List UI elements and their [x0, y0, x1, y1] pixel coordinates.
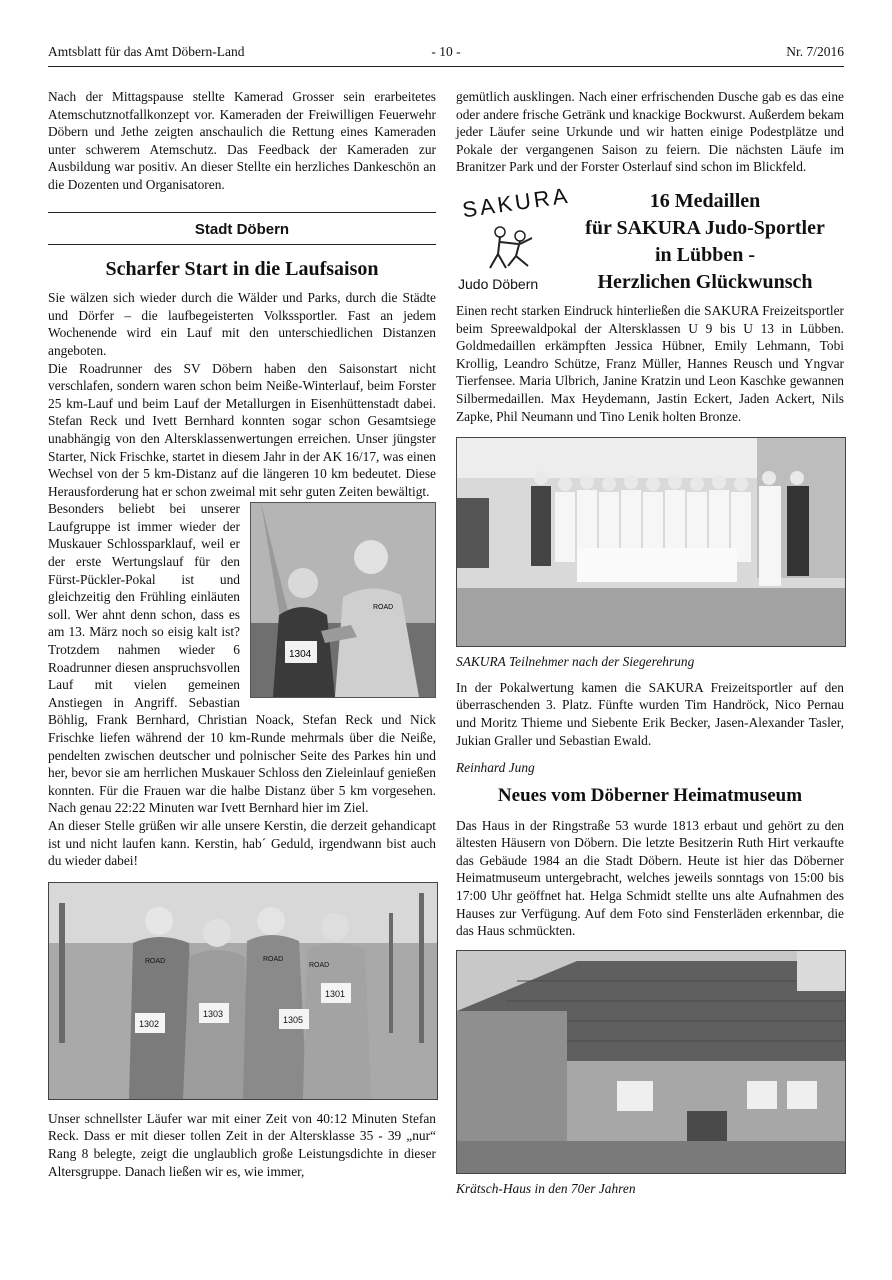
section-rule-bottom [48, 244, 436, 245]
bib-1305: 1305 [283, 1014, 304, 1025]
paragraph-2: Die Roadrunner des SV Döbern haben den Saisonstart nicht verschlafen, sondern waren schon beim Neiße-Winterlauf, beim Forster 25 km-Lauf und beim Lauf der Metallurgen in Eisenhüttenstadt dabei. Stefan Reck und Ivett Bernhard konnten sogar schon Gesamtsiege unabhängig von den Altersklassenwertungen erreichen. Unser jüngster Starter, Nick Frischke, startet in diesem Jahr in der AK 16/17, was einen Wechsel von der 5 km-Distanz auf die längeren 10 km bedeutet. Diese Herausforderung hat er schon zweimal mit sehr guten Zeiten bewältigt. [48, 360, 436, 499]
sakura-paragraph: Einen recht starken Eindruck hinterließen die SAKURA Freizeitsportler beim Spreewaldpokal der Altersklassen U 9 bis U 13 in Lübben. Goldmedaillen erkämpften Jessica Hübner, Emily Lehmann, Tobi Krollig, Leandro Schütze, Franz Müller, Hannes Reusch und Yngvar Tierfensee. Maria Ulbrich, Janine Kratzin und Leon Kaschke gewannen Silbermedaillen. Max Heydemann, Jastin Eckert, Jaden Ackert, Nils Zapke, Phil Neumann und Tino Lenik holten Bronze. [456, 302, 844, 424]
header-page-number: - 10 - [431, 44, 461, 59]
caption-team: SAKURA Teilnehmer nach der Siegerehrung [456, 654, 695, 670]
photo-kraetsch-house [456, 950, 846, 1174]
paragraph-4: An dieser Stelle grüßen wir alle unsere Kerstin, die derzeit gehandicapt ist und nicht laufen kann. Kerstin, hab´ Geduld, irgendwann bist auch du wieder dabei! [48, 817, 436, 869]
article-headline-laufsaison: Scharfer Start in die Laufsaison [105, 258, 379, 281]
pokal-paragraph: In der Pokalwertung kamen die SAKURA Freizeitsportler auf den überraschenden 3. Platz. Fünfte wurden Tim Handröck, Nico Pernau und Moritz Thieme und Siebente Erik Becker, Jasen-Alexander Tasler, Jukian Graller und Sebastian Ewald. [456, 679, 844, 748]
photo-two-runners-drawing [251, 503, 435, 697]
museum-paragraph: Das Haus in der Ringstraße 53 wurde 1813 erbaut und gehört zu den ältesten Häusern von Döbern. Die letzte Besitzerin Ruth Hirt verkaufte das Gebäude 1984 an die Stadt Döbern. Heute ist hier das Döberner Heimatmuseum untergebracht, welches jeweils sonntags von 15:00 bis 17:00 Uhr geöffnet hat. Helga Schmidt stellte uns alte Aufnahmen des Hauses zur Verfügung. Auf dem Foto sind Fensterläden erkennbar, die das Haus schmückten. [456, 817, 844, 939]
author-byline: Reinhard Jung [456, 760, 535, 776]
photo-sakura-team-drawing [457, 438, 845, 646]
photo-kraetsch-house-drawing [457, 951, 845, 1173]
bib-1304: 1304 [289, 649, 312, 661]
sakura-headline-line-2: für SAKURA Judo-Sportler [585, 216, 825, 239]
paragraph-5: Unser schnellster Läufer war mit einer Zeit von 40:12 Minuten Stefan Reck. Dass er mit dieser tollen Zeit in der Altersklasse 35 - 39 „nur“ Rang 8 belegte, zeigt die unglaublich große Leistungsdichte in dieser Altersgruppe. Danach ließen wir es, wie immer, [48, 1110, 436, 1179]
paragraph-3-with-photo [48, 500, 436, 817]
logo-wordmark: SAKURA [460, 182, 572, 223]
bib-1301: 1301 [325, 988, 346, 999]
bib-1303: 1303 [203, 1008, 224, 1019]
shirt-print-2: ROAD [263, 955, 284, 963]
sakura-headline-line-3: in Lübben - [654, 243, 756, 266]
header-rule [48, 66, 844, 67]
paragraph-3: Besonders beliebt bei unserer Laufgruppe ist immer wieder der Muskauer Schlossparklauf, weil er der erste Wertungslauf für den Fürst-Pückler-Pokal ist und gleichzeitig den Frühling einläuten soll. Wer ahnt denn schon, dass es am 13. März noch so eisig kalt ist? Trotzdem nahmen wieder 6 Roadrunner diesen anspruchsvollen Lauf mit vielen gemeinen Anstiegen in Angriff. Sebastian Böhlig, Frank Bernhard, Christian Noack, Stefan Reck und Nick Frischke liefen während der 10 km-Runde mehrmals über die Neiße, pendelten zwischen deutscher und polnischer Seite des Parkes hin und her, bevor sie am herrlichen Muskauer Schloss den Zieleinlauf genießen konnten. Für die Frauen war die halbe Distanz über 5 km vorgesehen. Nach genau 22:22 Minuten war Ivett Bernhard hier im Ziel. [48, 501, 436, 816]
left-column [48, 88, 436, 1180]
section-title: Stadt Döbern [194, 220, 290, 238]
photo-two-runners [250, 502, 436, 698]
header-issue: Nr. 7/2016 [786, 44, 844, 59]
sakura-header [456, 182, 844, 296]
sakura-headline-line-4: Herzlichen Glückwunsch [597, 270, 813, 293]
continued-paragraph: gemütlich ausklingen. Nach einer erfrischenden Dusche gab es das eine oder andere frische Getränk und knackige Bockwurst. Außerdem bekam jeder Läufer seine Urkunde und wir hatten einige Podestplätze und Pokale der vergangenen Saison zu feiern. Die nächsten Läufe im Branitzer Park und der Forster Osterlauf sind schon im Blickfeld. [456, 89, 844, 175]
article-headline-heimatmuseum: Neues vom Döberner Heimatmuseum [497, 784, 803, 806]
shirt-print-3: ROAD [309, 961, 330, 969]
section-rule-top [48, 212, 436, 213]
sakura-headline-line-1: 16 Medaillen [649, 189, 761, 212]
photo-sakura-team [456, 437, 846, 647]
sakura-logo [456, 182, 572, 296]
header-publication: Amtsblatt für das Amt Döbern-Land [48, 44, 245, 59]
page-header [48, 44, 844, 66]
bib-1302: 1302 [139, 1018, 160, 1029]
photo-runner-group [48, 882, 438, 1100]
shirt-print-1: ROAD [145, 957, 166, 965]
sakura-headline [566, 188, 844, 296]
right-column [456, 88, 844, 1205]
shirt-print-small: ROAD [373, 604, 394, 612]
judo-figures-icon [484, 224, 536, 270]
logo-subtitle: Judo Döbern [458, 275, 539, 292]
photo-runner-group-drawing [49, 883, 437, 1099]
intro-paragraph: Nach der Mittagspause stellte Kamerad Grosser sein erarbeitetes Atemschutznotfallkonzept vor. Kameraden der Freiwilligen Feuerwehr Döbern und Jethe zeigten anschaulich die Rettung eines Kameraden unter schwerem Atemschutz. Das Feedback der Kameraden zur Ausbildung war positiv. An dieser Stellte ein herzliches Dankeschön an die Dozenten und Organisatoren. [48, 89, 436, 192]
caption-house: Krätsch-Haus in den 70er Jahren [456, 1180, 636, 1196]
paragraph-1: Sie wälzen sich wieder durch die Wälder und Parks, durch die Städte und Dörfer – die laufbegeisterten Volkssportler. Fast an jedem Wochenende wird ein Lauf mit den unterschiedlichen Distanzen angeboten. [48, 290, 436, 358]
